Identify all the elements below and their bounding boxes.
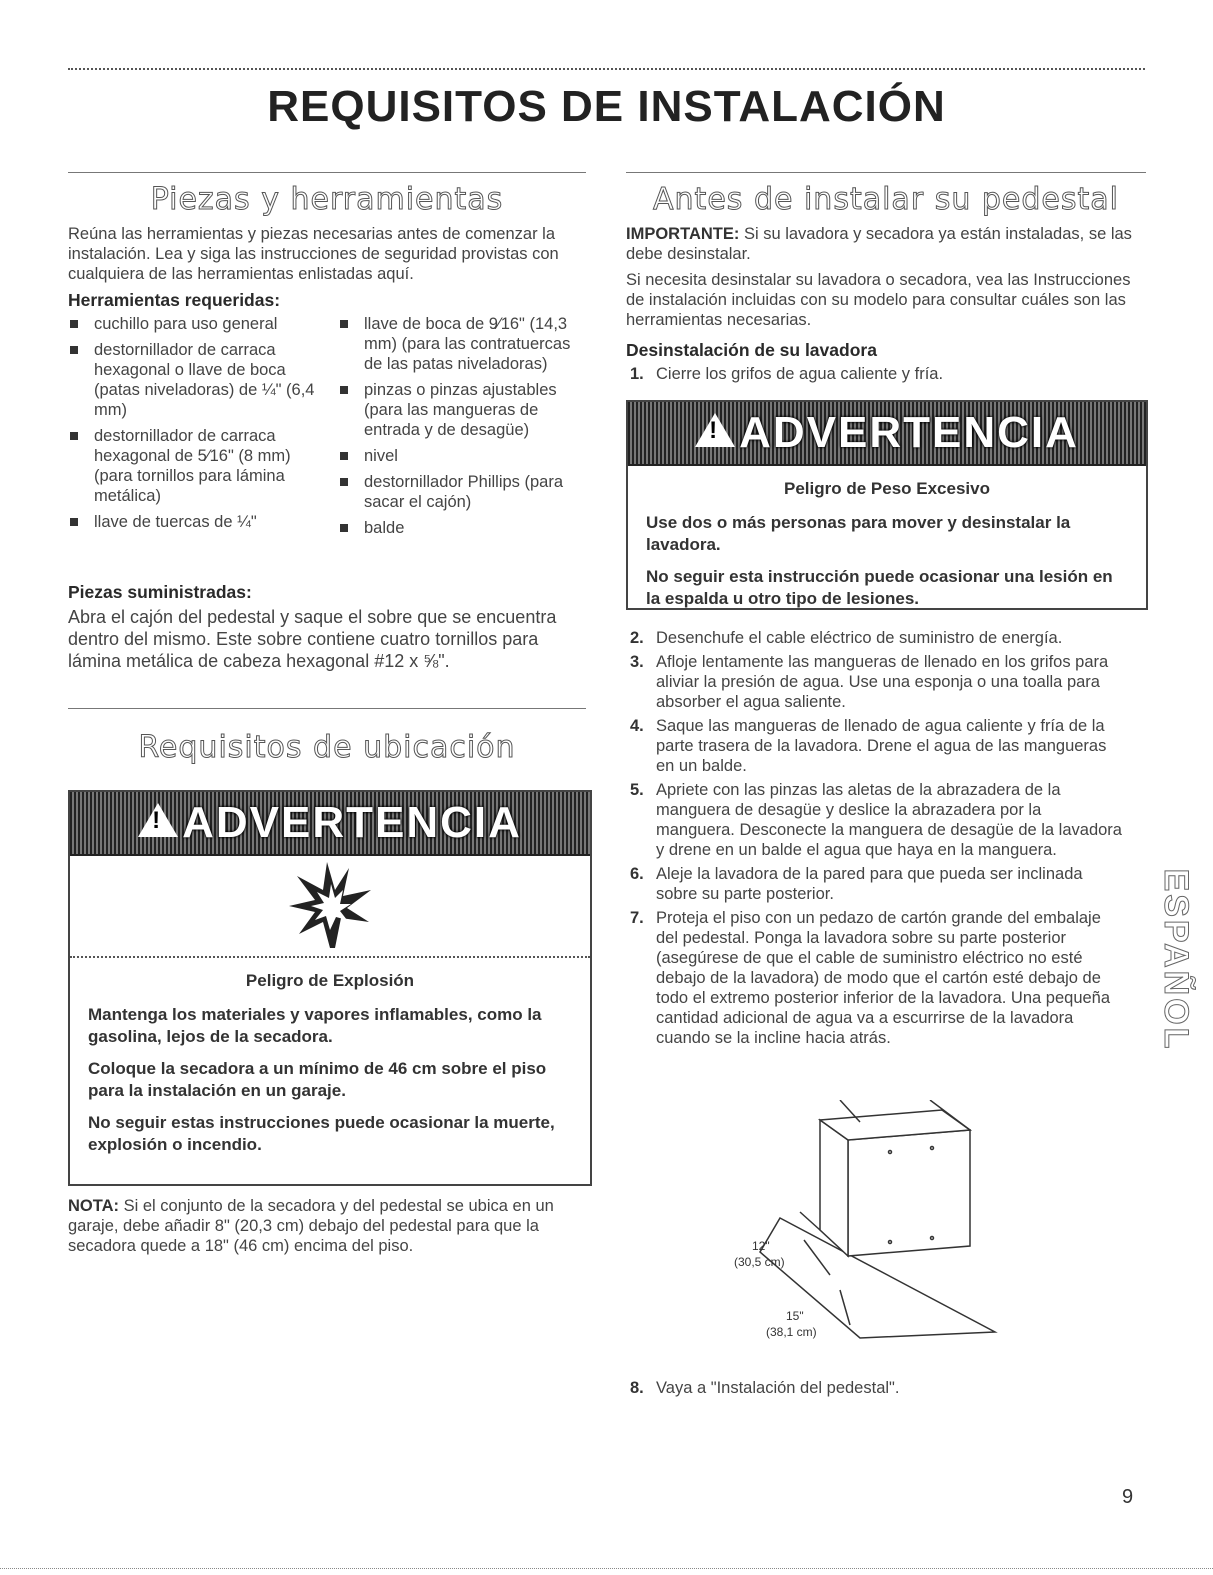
page-number: 9 (1122, 1486, 1134, 1508)
warning-triangle-icon: ! (695, 413, 735, 447)
nota-section (68, 1196, 588, 1262)
warning-banner (628, 402, 1146, 466)
warning-banner-text: ADVERTENCIA (182, 798, 522, 847)
language-side-tab: ESPAÑOL (1157, 868, 1195, 1052)
explosion-graphic (70, 856, 590, 958)
list-item: 6. Aleje la lavadora de la pared para que pueda ser inclinada sobre su parte posterior. (630, 865, 1083, 903)
list-item: destornillador de carraca hexagonal de 5⁄16" (8 mm) (para tornillos para lámina metálica) (68, 426, 318, 506)
bottom-rule (0, 1568, 1213, 1569)
warning-line: No seguir estas instrucciones puede ocasionar la muerte, explosión o incendio. (88, 1113, 555, 1154)
list-item: 8. Vaya a "Instalación del pedestal". (630, 1379, 900, 1397)
list-item: llave de boca de 9⁄16" (14,3 mm) (para las contratuercas de las patas niveladoras) (338, 314, 588, 374)
important-text: Si su lavadora y secadora ya están instaladas, se las debe desinstalar. (626, 225, 1132, 263)
nota-label: NOTA: (68, 1197, 120, 1215)
bullet-icon (70, 346, 78, 354)
list-item: llave de tuercas de ¼" (68, 512, 318, 532)
list-item: 5. Apriete con las pinzas las aletas de la abrazadera de la manguera de desagüe y deslice la abrazadera por la manguera. Desconecte la manguera de desagüe de la lavadora y drene en un balde el agua que haya en la manguera. (630, 781, 1122, 859)
parts-text: Abra el cajón del pedestal y saque el sobre que se encuentra dentro del mismo. Este sobre contiene cuatro tornillos para lámina metálica de cabeza hexagonal #12 x ⅝". (68, 607, 557, 671)
warning-body (70, 958, 590, 1174)
tools-list-1 (68, 314, 318, 538)
steps-section (626, 628, 1124, 1052)
steps-list (626, 628, 1124, 1048)
warning-line: Coloque la secadora a un mínimo de 46 cm sobre el piso para la instalación en un garaje. (88, 1059, 547, 1100)
warning-line: No seguir esta instrucción puede ocasionar una lesión en la espalda u otro tipo de lesiones. (646, 567, 1113, 608)
list-item: 4. Saque las mangueras de llenado de agua caliente y fría de la parte trasera de la lavadora. Drene el agua de las mangueras en un balde. (630, 717, 1107, 775)
warning-line: Use dos o más personas para mover y desinstalar la lavadora. (646, 513, 1071, 554)
warning-box-explosion (68, 790, 592, 1186)
warning-body (628, 466, 1146, 628)
dimension-15-label: 15" (786, 1309, 804, 1323)
dimension-12-label: 12" (752, 1239, 770, 1253)
before-install-section (626, 224, 1146, 388)
bullet-icon (340, 320, 348, 328)
warning-banner (70, 792, 590, 856)
warning-line: Mantenga los materiales y vapores inflamables, como la gasolina, lejos de la secadora. (88, 1005, 542, 1046)
steps-list-first (626, 364, 1146, 384)
list-item: nivel (338, 446, 588, 466)
list-item: 3. Afloje lentamente las mangueras de llenado en los grifos para aliviar la presión de agua. Use una esponja o una toalla para absorber el agua saliente. (630, 653, 1109, 711)
top-rule (68, 68, 1145, 70)
explosion-icon (285, 860, 375, 950)
pieces-section (68, 224, 588, 678)
step8 (626, 1378, 1124, 1402)
section-heading-before-install: Antes de instalar su pedestal (653, 182, 1119, 217)
tools-heading: Herramientas requeridas: (68, 290, 281, 310)
bullet-icon (340, 452, 348, 460)
dimension-15-metric: (38,1 cm) (766, 1325, 817, 1339)
list-item: pinzas o pinzas ajustables (para las mangueras de entrada y de desagüe) (338, 380, 588, 440)
uninstall-paragraph: Si necesita desinstalar su lavadora o secadora, vea las Instrucciones de instalación incluidas con su modelo para consultar cuáles son las herramientas necesarias. (626, 271, 1131, 329)
list-item: destornillador Phillips (para sacar el cajón) (338, 472, 588, 512)
important-label: IMPORTANTE: (626, 225, 740, 243)
bullet-icon (70, 518, 78, 526)
tools-lists (68, 314, 588, 576)
pieces-intro: Reúna las herramientas y piezas necesarias antes de comenzar la instalación. Lea y siga las instrucciones de seguridad provistas con cualquiera de las herramientas enlistadas aquí. (68, 225, 559, 283)
list-item: 1. Cierre los grifos de agua caliente y fría. (630, 365, 944, 383)
washer-tilted-illustration (720, 1100, 1020, 1360)
section-heading-pieces: Piezas y herramientas (150, 182, 504, 217)
hazard-title: Peligro de Peso Excesivo (784, 479, 990, 498)
list-item: 2. Desenchufe el cable eléctrico de suministro de energía. (630, 629, 1063, 647)
list-item: cuchillo para uso general (68, 314, 318, 334)
bullet-icon (340, 386, 348, 394)
list-item: balde (338, 518, 588, 538)
uninstall-heading: Desinstalación de su lavadora (626, 340, 877, 360)
bullet-icon (70, 320, 78, 328)
parts-heading: Piezas suministradas: (68, 582, 252, 602)
section-rule-location (68, 708, 586, 709)
bullet-icon (340, 478, 348, 486)
dimension-12-metric: (30,5 cm) (734, 1255, 785, 1269)
warning-box-weight (626, 400, 1148, 610)
tools-list-2 (338, 314, 588, 544)
hazard-title: Peligro de Explosión (245, 971, 415, 990)
warning-triangle-icon: ! (138, 803, 178, 837)
list-item: destornillador de carraca hexagonal o llave de boca (patas niveladoras) de ¼" (6,4 mm) (68, 340, 318, 420)
nota-text: Si el conjunto de la secadora y del pedestal se ubica en un garaje, debe añadir 8" (20,3 cm) debajo del pedestal para que la secadora quede a 18" (46 cm) encima del piso. (68, 1197, 554, 1255)
warning-banner-text: ADVERTENCIA (739, 408, 1079, 457)
bullet-icon (340, 524, 348, 532)
page-title: REQUISITOS DE INSTALACIÓN (267, 82, 946, 131)
list-item: 7. Proteja el piso con un pedazo de cartón grande del embalaje del pedestal. Ponga la lavadora sobre su parte posterior (asegúrese de que el cable de suministro eléctrico no esté debajo de la lavadora) de modo que el cartón esté debajo de todo el extremo posterior inferior de la lavadora. Una pequeña cantidad adicional de agua va a escurrirse de la lavadora cuando se la incline hacia atrás. (630, 909, 1111, 1047)
section-rule-right (626, 172, 1146, 173)
section-heading-location: Requisitos de ubicación (138, 730, 516, 765)
section-rule-left (68, 172, 586, 173)
bullet-icon (70, 432, 78, 440)
